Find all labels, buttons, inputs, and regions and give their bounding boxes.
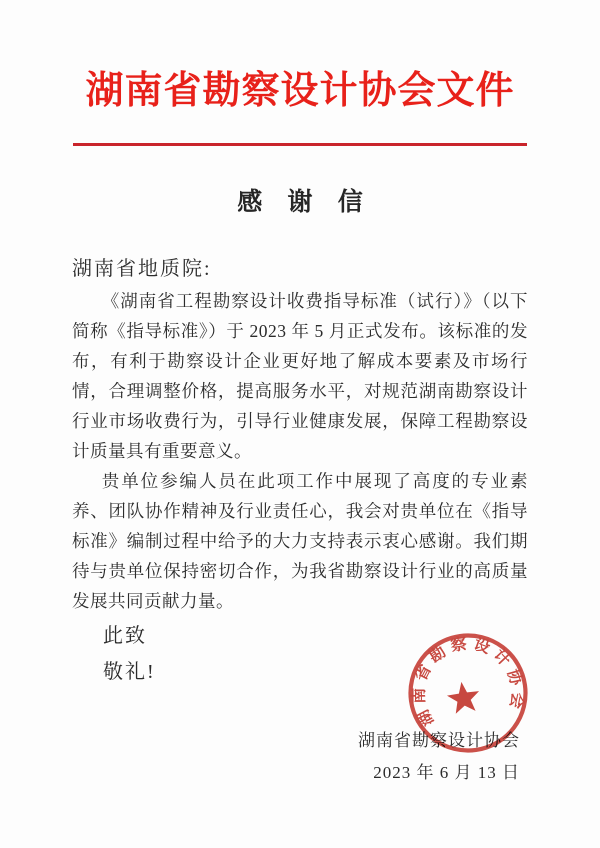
header-divider-line bbox=[73, 143, 527, 146]
letter-title: 感 谢 信 bbox=[237, 189, 363, 216]
signature-block bbox=[0, 728, 600, 786]
salutation: 湖南省地质院: bbox=[72, 258, 212, 280]
body-paragraph-2: 贵单位参编人员在此项工作中展现了高度的专业素养、团队协作精神及行业责任心，我会对贵单位在《指导标准》编制过程中给予的大力支持表示衷心感谢。我们期待与贵单位保持密切合作，为我省勘察设计行业的高质量发展共同贡献力量。 bbox=[72, 471, 528, 611]
closing-jingli: 敬礼! bbox=[103, 661, 156, 683]
seal-ring-text: 湖南省勘察设计协会 bbox=[410, 635, 526, 729]
document-header-title: 湖南省勘察设计协会文件 bbox=[85, 70, 515, 112]
letter-body bbox=[72, 252, 528, 688]
signature-date: 2023 年 6 月 13 日 bbox=[373, 763, 520, 782]
body-paragraph-1: 《湖南省工程勘察设计收费指导标准（试行）》（以下简称《指导标准》）于 2023 年 5 月正式发布。该标准的发布，有利于勘察设计企业更好地了解成本要素及市场行情，合理调整价格，提高服务水平，对规范湖南勘察设计行业市场收费行为，引导行业健康发展，保障工程勘察设计质量具有重要意义。 bbox=[72, 291, 528, 461]
closing-cizhi: 此致 bbox=[103, 625, 147, 647]
signature-organization: 湖南省勘察设计协会 bbox=[358, 731, 520, 750]
